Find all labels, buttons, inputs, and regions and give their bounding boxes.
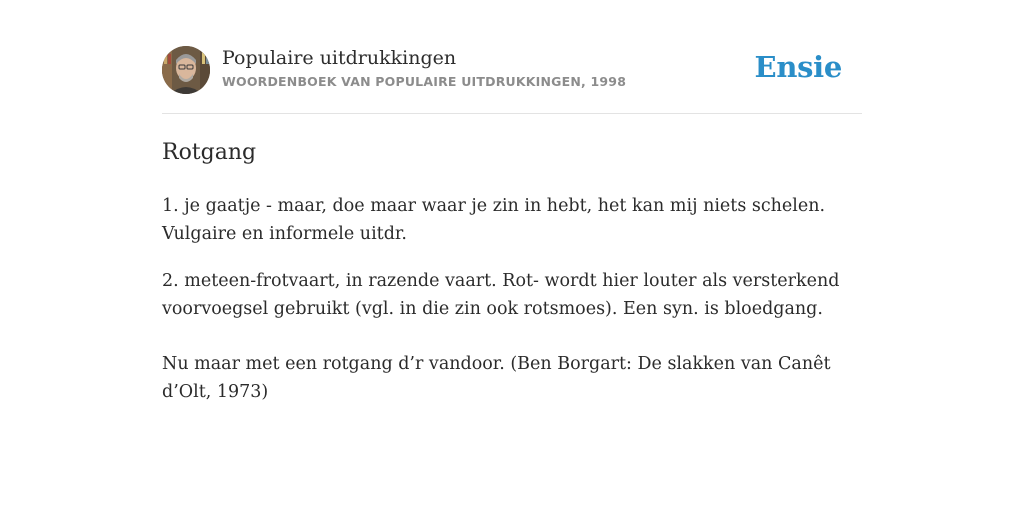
definition-item: 2. meteen-frotvaart, in razende vaart. Rot- wordt hier louter als versterkend voorvoegsel gebruikt (vgl. in die zin ook rotsmoes). Een syn. is bloedgang. <box>162 271 840 319</box>
source-title[interactable]: Populaire uitdrukkingen <box>222 47 457 69</box>
source-header <box>162 46 862 114</box>
entry-definition <box>162 192 862 323</box>
author-portrait-icon <box>162 46 210 94</box>
entry-card <box>162 46 862 406</box>
entry-title: Rotgang <box>162 140 257 165</box>
source-info <box>222 46 626 90</box>
author-avatar[interactable] <box>162 46 210 94</box>
entry-example: Nu maar met een rotgang d’r vandoor. (Ben Borgart: De slakken van Canêt d’Olt, 1973) <box>162 354 831 402</box>
definition-item: 1. je gaatje - maar, doe maar waar je zin in hebt, het kan mij niets schelen. Vulgaire en informele uitdr. <box>162 196 826 244</box>
brand-logo[interactable]: Ensie <box>754 50 842 84</box>
source-subtitle: WOORDENBOEK VAN POPULAIRE UITDRUKKINGEN, 1998 <box>222 74 627 89</box>
